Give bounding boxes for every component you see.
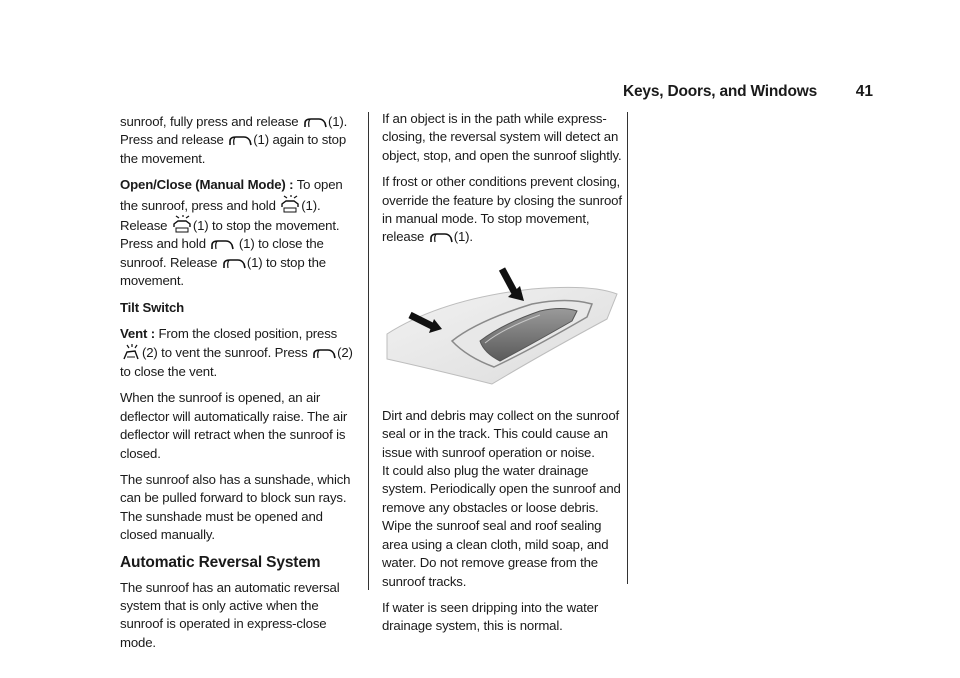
text: To open the sunroof, press and hold bbox=[120, 177, 343, 213]
text: (1) to stop the movement. Press and hold bbox=[120, 218, 340, 252]
column-divider-right bbox=[627, 112, 628, 584]
text: (1) to stop the movement. bbox=[120, 254, 326, 289]
sunroof-close-icon bbox=[312, 347, 336, 360]
manual-mode-label: Open/Close (Manual Mode) : bbox=[120, 177, 294, 193]
dripping-paragraph: If water is seen dripping into the water drainage system, this is normal. bbox=[382, 599, 599, 634]
object-paragraph: If an object is in the path while express-closing, the reversal system will detect an object, stop, and open the sunroof slightly. bbox=[382, 111, 622, 163]
text: From the closed position, press bbox=[158, 326, 338, 342]
frost-paragraph bbox=[382, 173, 622, 247]
sunroof-tilt-icon bbox=[121, 343, 141, 360]
text: (1). bbox=[453, 229, 473, 245]
text: sunroof, fully press and release bbox=[120, 114, 299, 129]
air-deflector-paragraph: When the sunroof is opened, an air deflector will automatically raise. The air deflector will retract when the sunroof is closed. bbox=[120, 390, 348, 461]
page-header bbox=[622, 83, 875, 105]
sunroof-close-icon bbox=[228, 134, 252, 147]
text: (2) to vent the sunroof. Press bbox=[142, 345, 308, 361]
sunroof-close-icon bbox=[210, 238, 234, 251]
vent-label: Vent : bbox=[120, 326, 156, 342]
header-title: Keys, Doors, and Windows bbox=[622, 83, 817, 100]
sunroof-open-icon bbox=[172, 215, 192, 233]
reversal-paragraph: The sunroof has an automatic reversal system that is only active when the sunroof is operated in express-close mode. bbox=[120, 579, 340, 650]
sunroof-close-icon bbox=[429, 231, 453, 244]
column-left bbox=[120, 113, 360, 660]
text: (1). Press and release bbox=[120, 114, 348, 148]
column-divider-left bbox=[368, 112, 369, 590]
manual-mode-paragraph bbox=[120, 176, 360, 290]
text: (1). Release bbox=[120, 197, 321, 234]
column-middle bbox=[382, 110, 622, 644]
tilt-switch-heading: Tilt Switch bbox=[120, 299, 185, 315]
debris-paragraph: Dirt and debris may collect on the sunroof seal or in the track. This could cause an issue with sunroof operation or noise. bbox=[382, 407, 620, 460]
sunshade-paragraph: The sunroof also has a sunshade, which can be pulled forward to block sun rays. The sunshade must be opened and closed manually. bbox=[120, 471, 351, 543]
sunroof-illustration bbox=[382, 259, 622, 399]
sunroof-close-icon bbox=[222, 257, 246, 270]
page-number: 41 bbox=[855, 83, 873, 100]
sunroof-close-icon bbox=[303, 116, 327, 129]
text: (1) to close the sunroof. Release bbox=[120, 236, 324, 270]
vent-paragraph bbox=[120, 325, 360, 381]
sunroof-open-icon bbox=[280, 195, 300, 213]
drainage-paragraph: It could also plug the water drainage system. Periodically open the sunroof and remove any obstacles or loose debris. Wipe the sunroof seal and roof sealing area using a clean cloth, mild soap, and water. Do not remove grease from the sunroof tracks. bbox=[382, 463, 621, 589]
text: (1) again to stop the movement. bbox=[120, 132, 347, 166]
text: (2) to close the vent. bbox=[120, 345, 353, 379]
section-heading: Automatic Reversal System bbox=[120, 553, 321, 571]
text: If frost or other conditions prevent closing, override the feature by closing the sunroof in manual mode. To stop movement, release bbox=[382, 174, 622, 245]
express-paragraph bbox=[120, 113, 360, 168]
